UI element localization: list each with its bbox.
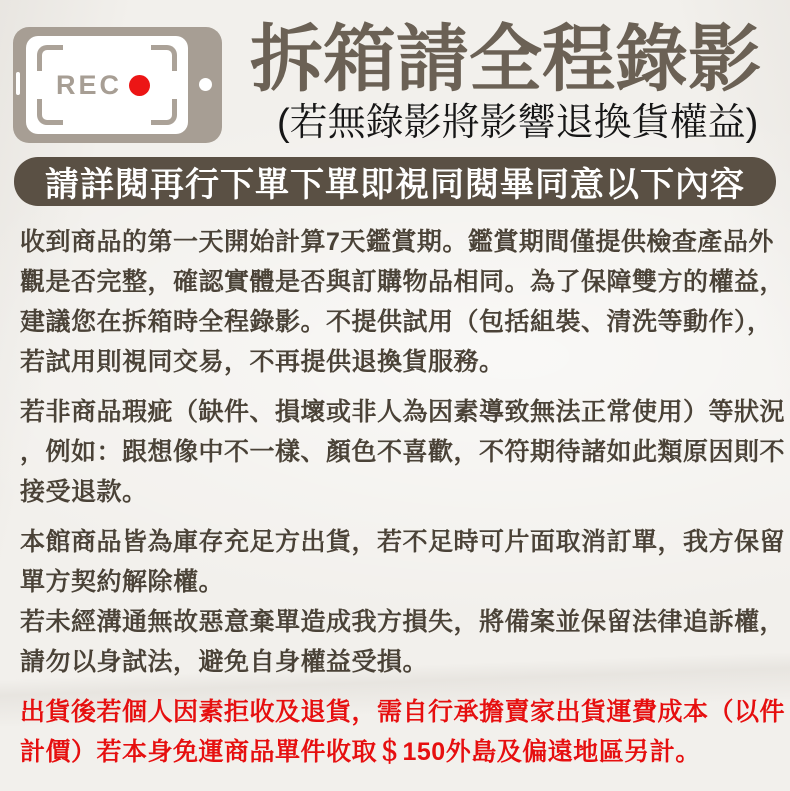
terms-banner [14, 157, 776, 206]
text-line: 本館商品皆為庫存充足方出貨，若不足時可片面取消訂單，我方保留 [20, 528, 786, 556]
shipping-fee-warning-paragraph [20, 692, 786, 772]
text-line: ，例如：跟想像中不一樣、顏色不喜歡，不符期待諸如此類原因則不 [20, 438, 786, 466]
text-line: 若試用則視同交易，不再提供退換貨服務。 [20, 348, 505, 376]
phone-home-button-icon [199, 78, 212, 91]
refund-conditions-paragraph [20, 392, 786, 512]
viewfinder-bracket-bottom-right-icon [151, 99, 177, 125]
phone-side-button [16, 72, 20, 95]
phone-screen [26, 36, 188, 134]
page-subtitle: (若無錄影將影響退換貨權益) [277, 102, 759, 144]
text-line: 請勿以身試法，避免自身權益受損。 [20, 648, 429, 676]
record-dot-icon [129, 75, 150, 96]
text-line: 出貨後若個人因素拒收及退貨，需自行承擔賣家出貨運費成本（以件 [20, 698, 786, 726]
text-line: 若未經溝通無故惡意棄單造成我方損失，將備案並保留法律追訴權， [20, 608, 786, 636]
inspection-period-paragraph [20, 222, 786, 382]
text-line: 觀是否完整，確認實體是否與訂購物品相同。為了保障雙方的權益， [20, 268, 786, 296]
text-line: 收到商品的第一天開始計算7天鑑賞期。鑑賞期間僅提供檢查產品外 [20, 228, 774, 256]
viewfinder-bracket-top-right-icon [151, 45, 177, 71]
rec-camera-phone-icon [13, 27, 222, 143]
terms-banner-text: 請詳閱再行下單下單即視同閱畢同意以下內容 [45, 166, 745, 204]
terms-content [20, 222, 786, 772]
text-line: 接受退款。 [20, 478, 148, 506]
page-title: 拆箱請全程錄影 [250, 19, 761, 100]
text-line: 計價）若本身免運商品單件收取＄150外島及偏遠地區另計。 [20, 738, 701, 766]
stock-cancellation-paragraph [20, 522, 786, 682]
text-line: 單方契約解除權。 [20, 568, 225, 596]
rec-label: REC [56, 69, 123, 100]
rec-indicator [56, 36, 150, 134]
text-line: 建議您在拆箱時全程錄影。不提供試用（包括組裝、清洗等動作）， [20, 308, 773, 336]
text-line: 若非商品瑕疵（缺件、損壞或非人為因素導致無法正常使用）等狀況 [20, 398, 786, 426]
